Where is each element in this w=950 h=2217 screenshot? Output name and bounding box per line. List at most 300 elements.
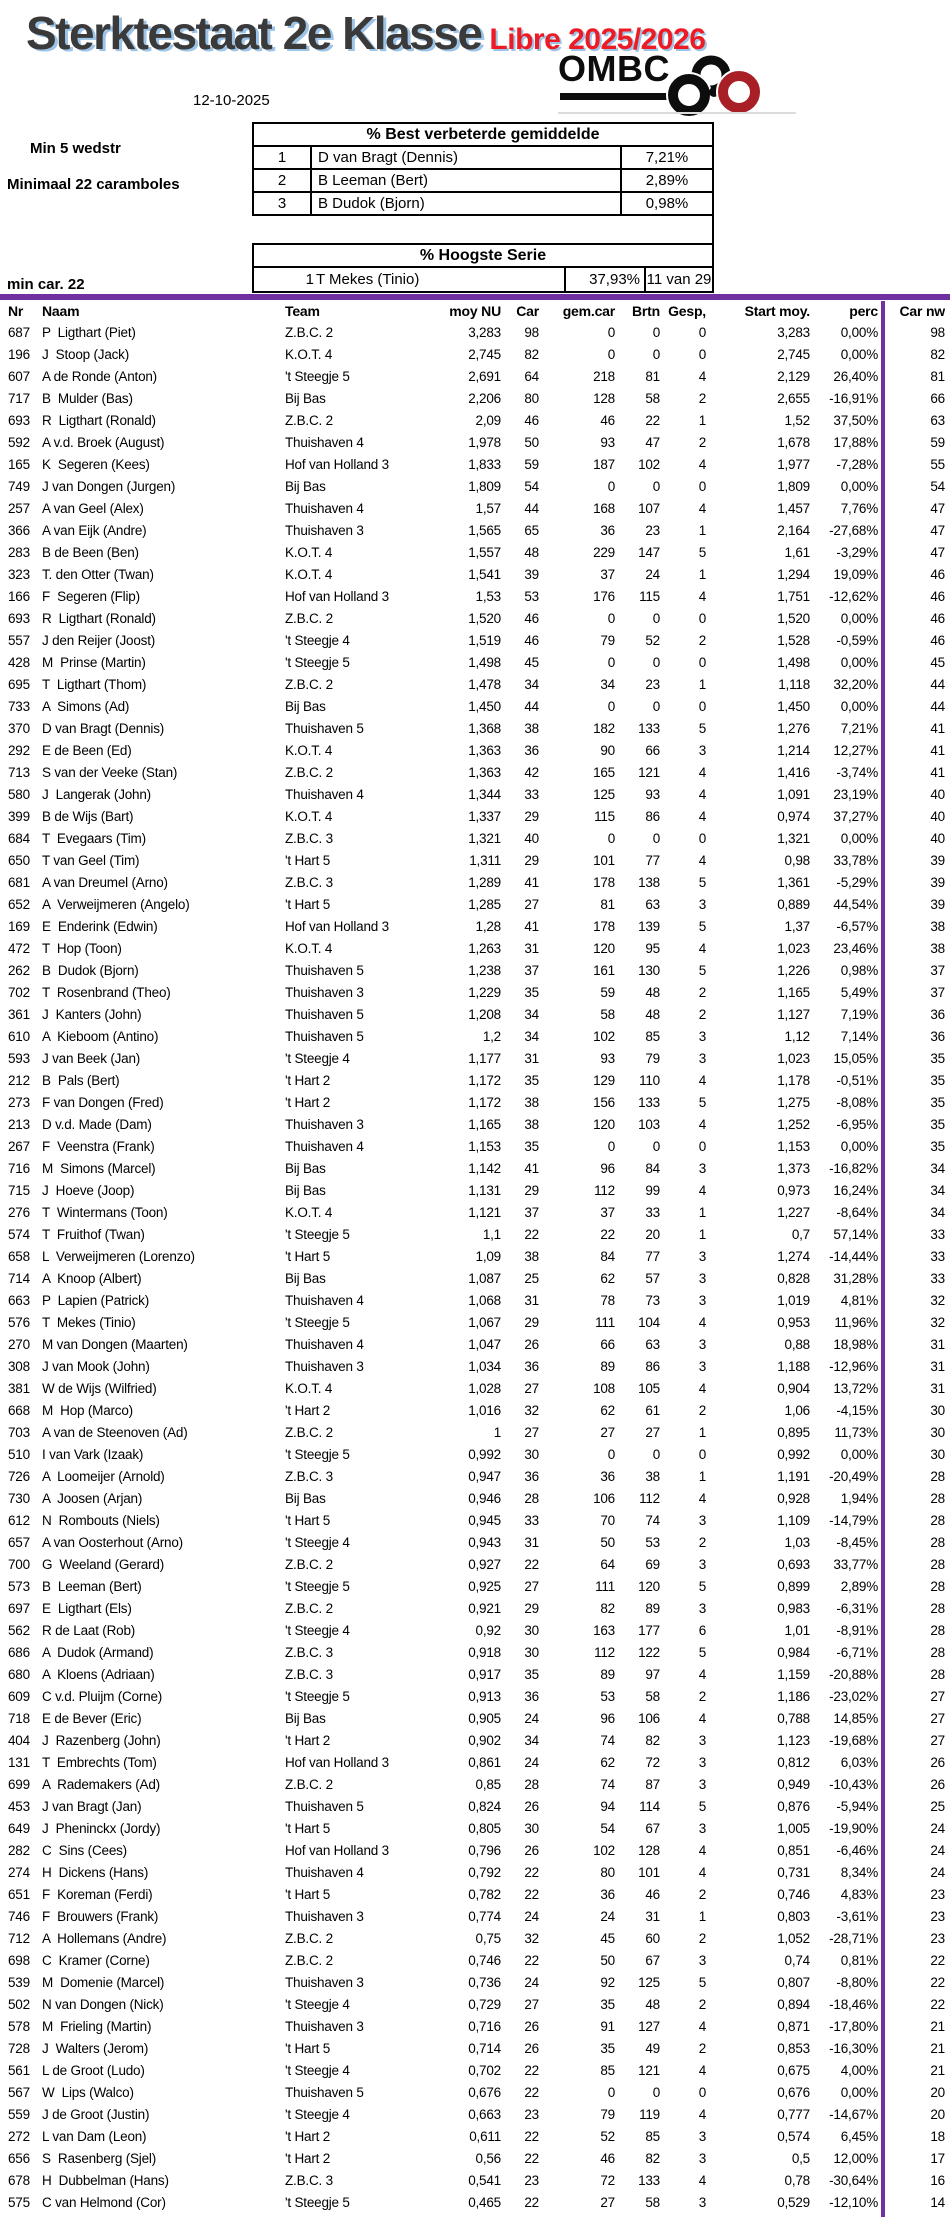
- cell-moy-nu: 1,809: [468, 479, 501, 494]
- cell-moy-nu: 1,028: [468, 1381, 501, 1396]
- cell-perc: 31,28%: [833, 1271, 878, 1286]
- cell-moy-nu: 2,09: [475, 413, 501, 428]
- cell-start-moy: 0,803: [777, 1909, 810, 1924]
- cell-gesp: 4: [698, 589, 706, 604]
- cell-nr: 684: [8, 831, 30, 846]
- cell-brtn: 85: [645, 2129, 660, 2144]
- cell-naam: J Walters (Jerom): [42, 2041, 149, 2056]
- cell-gesp: 4: [698, 1667, 706, 1682]
- cell-brtn: 57: [645, 1271, 660, 1286]
- cell-moy-nu: 0,714: [468, 2041, 501, 2056]
- cell-car-nw: 39: [930, 897, 945, 912]
- cell-naam: R Ligthart (Ronald): [42, 611, 156, 626]
- cell-naam: L Verweijmeren (Lorenzo): [42, 1249, 195, 1264]
- cell-gem-car: 218: [593, 369, 615, 384]
- cell-perc: -8,08%: [836, 1095, 878, 1110]
- cell-brtn: 53: [645, 1535, 660, 1550]
- cell-car: 33: [524, 787, 539, 802]
- table-row: [0, 1620, 950, 1642]
- cell-car: 32: [524, 1931, 539, 1946]
- cell-perc: -20,49%: [829, 1469, 878, 1484]
- cell-naam: M van Dongen (Maarten): [42, 1337, 188, 1352]
- cell-start-moy: 0,928: [777, 1491, 810, 1506]
- cell-nr: 680: [8, 1667, 30, 1682]
- table-row: [0, 1752, 950, 1774]
- cell-team: Thuishaven 3: [285, 1359, 364, 1374]
- table-row: [0, 586, 950, 608]
- table-row: [0, 960, 950, 982]
- highest-series-table: [252, 243, 714, 293]
- cell-team: 't Hart 2: [285, 1733, 331, 1748]
- table-row: [0, 674, 950, 696]
- cell-car-nw: 31: [930, 1337, 945, 1352]
- cell-car: 65: [524, 523, 539, 538]
- col-perc: perc: [849, 303, 878, 319]
- cell-moy-nu: 1,285: [468, 897, 501, 912]
- cell-car: 31: [524, 1293, 539, 1308]
- cell-moy-nu: 1,833: [468, 457, 501, 472]
- cell-moy-nu: 0,736: [468, 1975, 501, 1990]
- cell-team: Bij Bas: [285, 1491, 326, 1506]
- cell-moy-nu: 0,729: [468, 1997, 501, 2012]
- cell-perc: -14,79%: [829, 1513, 878, 1528]
- cell-team: Z.B.C. 3: [285, 1645, 333, 1660]
- table-row: [0, 1708, 950, 1730]
- table-row: [0, 1092, 950, 1114]
- highest-series-title: % Hoogste Serie: [419, 247, 547, 264]
- cell-team: Thuishaven 4: [285, 1865, 364, 1880]
- cell-gem-car: 96: [600, 1711, 615, 1726]
- cell-gesp: 4: [698, 1865, 706, 1880]
- cell-nr: 561: [8, 2063, 30, 2078]
- cell-gesp: 0: [698, 325, 706, 340]
- logo-underline-rule: [558, 112, 796, 114]
- cell-gesp: 4: [698, 1117, 706, 1132]
- cell-team: Thuishaven 5: [285, 721, 364, 736]
- cell-gem-car: 27: [600, 2195, 615, 2210]
- cell-moy-nu: 1,363: [468, 743, 501, 758]
- cell-perc: -12,10%: [829, 2195, 878, 2210]
- cell-gesp: 2: [698, 1997, 706, 2012]
- table-row: [0, 1576, 950, 1598]
- cell-car: 23: [524, 2173, 539, 2188]
- cell-team: Z.B.C. 2: [285, 765, 333, 780]
- cell-start-moy: 0,78: [784, 2173, 810, 2188]
- cell-start-moy: 1,153: [777, 1139, 810, 1154]
- cell-nr: 262: [8, 963, 30, 978]
- cell-naam: J Kanters (John): [42, 1007, 142, 1022]
- cell-start-moy: 1,159: [777, 1667, 810, 1682]
- cell-brtn: 79: [645, 1051, 660, 1066]
- cell-gem-car: 58: [600, 1007, 615, 1022]
- cell-nr: 592: [8, 435, 30, 450]
- cell-gem-car: 0: [607, 347, 615, 362]
- cell-brtn: 133: [638, 2173, 660, 2188]
- cell-nr: 657: [8, 1535, 30, 1550]
- cell-naam: N van Dongen (Nick): [42, 1997, 164, 2012]
- cell-naam: A Rademakers (Ad): [42, 1777, 160, 1792]
- cell-moy-nu: 0,676: [468, 2085, 501, 2100]
- cell-start-moy: 0,992: [777, 1447, 810, 1462]
- cell-gesp: 1: [698, 1227, 706, 1242]
- cell-perc: -8,80%: [836, 1975, 878, 1990]
- cell-naam: J de Groot (Justin): [42, 2107, 150, 2122]
- table-row: [0, 454, 950, 476]
- cell-naam: D v.d. Made (Dam): [42, 1117, 152, 1132]
- cell-gem-car: 78: [600, 1293, 615, 1308]
- cell-start-moy: 0,895: [777, 1425, 810, 1440]
- cell-perc: 44,54%: [833, 897, 878, 912]
- cell-car-nw: 20: [930, 2085, 945, 2100]
- cell-nr: 716: [8, 1161, 30, 1176]
- cell-gesp: 0: [698, 479, 706, 494]
- cell-brtn: 130: [638, 963, 660, 978]
- cell-team: K.O.T. 4: [285, 545, 333, 560]
- cell-brtn: 121: [638, 765, 660, 780]
- cell-car-nw: 40: [930, 787, 945, 802]
- cell-perc: -14,44%: [829, 1249, 878, 1264]
- cell-naam: M Simons (Marcel): [42, 1161, 156, 1176]
- cell-perc: 33,78%: [833, 853, 878, 868]
- rank-cell: 2: [254, 170, 312, 191]
- cell-car: 30: [524, 1623, 539, 1638]
- cell-team: Hof van Holland 3: [285, 589, 389, 604]
- table-row: [0, 2126, 950, 2148]
- cell-naam: T. den Otter (Twan): [42, 567, 154, 582]
- cell-naam: J den Reijer (Joost): [42, 633, 156, 648]
- cell-nr: 567: [8, 2085, 30, 2100]
- cell-car-nw: 35: [930, 1073, 945, 1088]
- cell-nr: 399: [8, 809, 30, 824]
- cell-gem-car: 64: [600, 1557, 615, 1572]
- cell-car-nw: 26: [930, 1777, 945, 1792]
- cell-brtn: 0: [652, 325, 660, 340]
- cell-car: 28: [524, 1777, 539, 1792]
- col-naam: Naam: [42, 303, 80, 319]
- cell-gesp: 2: [698, 2041, 706, 2056]
- cell-nr: 169: [8, 919, 30, 934]
- cell-car-nw: 40: [930, 831, 945, 846]
- cell-gem-car: 111: [595, 1315, 615, 1330]
- subtitle-text: Libre 2025/2026: [489, 23, 706, 56]
- cell-gesp: 4: [698, 1073, 706, 1088]
- table-row: [0, 1246, 950, 1268]
- cell-start-moy: 0,529: [777, 2195, 810, 2210]
- cell-gesp: 4: [698, 2107, 706, 2122]
- cell-car-nw: 26: [930, 1755, 945, 1770]
- cell-car-nw: 37: [930, 963, 945, 978]
- cell-gesp: 2: [698, 1931, 706, 1946]
- cell-gem-car: 0: [607, 325, 615, 340]
- cell-moy-nu: 1,1: [482, 1227, 501, 1242]
- cell-moy-nu: 1,520: [468, 611, 501, 626]
- cell-car-nw: 30: [930, 1403, 945, 1418]
- cell-nr: 270: [8, 1337, 30, 1352]
- cell-team: Thuishaven 4: [285, 787, 364, 802]
- cell-naam: A Verweijmeren (Angelo): [42, 897, 190, 912]
- cell-brtn: 48: [645, 1007, 660, 1022]
- cell-perc: 11,73%: [834, 1425, 878, 1440]
- cell-car-nw: 27: [930, 1711, 945, 1726]
- cell-gem-car: 35: [600, 2041, 615, 2056]
- table-row: [0, 1312, 950, 1334]
- cell-perc: 0,00%: [840, 2085, 878, 2100]
- table-row: [0, 1466, 950, 1488]
- cell-moy-nu: 1,208: [468, 1007, 501, 1022]
- cell-brtn: 177: [638, 1623, 660, 1638]
- cell-gesp: 3: [698, 1821, 706, 1836]
- cell-naam: F Veenstra (Frank): [42, 1139, 155, 1154]
- cell-car-nw: 31: [930, 1381, 945, 1396]
- cell-nr: 257: [8, 501, 30, 516]
- cell-gesp: 3: [698, 1337, 706, 1352]
- cell-team: Bij Bas: [285, 1271, 326, 1286]
- cell-moy-nu: 1,289: [468, 875, 501, 890]
- cell-team: K.O.T. 4: [285, 809, 333, 824]
- cell-brtn: 67: [645, 1821, 660, 1836]
- cell-brtn: 0: [652, 831, 660, 846]
- table-row: [0, 608, 950, 630]
- cell-start-moy: 0,828: [777, 1271, 810, 1286]
- cell-gesp: 5: [698, 963, 706, 978]
- cell-car-nw: 28: [930, 1601, 945, 1616]
- cell-moy-nu: 0,465: [468, 2195, 501, 2210]
- cell-car: 24: [524, 1755, 539, 1770]
- ombc-logo: [558, 50, 803, 118]
- cell-car: 37: [524, 963, 539, 978]
- table-connector-line: [712, 213, 714, 243]
- cell-brtn: 107: [638, 501, 660, 516]
- cell-gem-car: 176: [593, 589, 615, 604]
- cell-brtn: 86: [645, 809, 660, 824]
- cell-start-moy: 0,746: [777, 1887, 810, 1902]
- cell-car-nw: 46: [930, 633, 945, 648]
- cell-naam: M Frieling (Martin): [42, 2019, 152, 2034]
- cell-perc: -16,91%: [829, 391, 878, 406]
- cell-gesp: 2: [698, 1007, 706, 1022]
- cell-gesp: 3: [698, 1293, 706, 1308]
- cell-perc: -23,02%: [829, 1689, 878, 1704]
- cell-start-moy: 0,5: [791, 2151, 810, 2166]
- cell-moy-nu: 0,92: [475, 1623, 501, 1638]
- cell-car-nw: 66: [930, 391, 945, 406]
- cell-naam: N Rombouts (Niels): [42, 1513, 160, 1528]
- cell-gesp: 3: [698, 1249, 706, 1264]
- cell-gem-car: 81: [600, 897, 615, 912]
- cell-moy-nu: 1,229: [468, 985, 501, 1000]
- cell-team: Thuishaven 4: [285, 501, 364, 516]
- cell-nr: 502: [8, 1997, 30, 2012]
- cell-naam: A Dudok (Armand): [42, 1645, 154, 1660]
- col-team: Team: [285, 303, 320, 319]
- highest-series-rows: [254, 266, 712, 291]
- cell-gem-car: 24: [600, 1909, 615, 1924]
- cell-brtn: 23: [645, 523, 660, 538]
- cell-car: 27: [524, 897, 539, 912]
- cell-car-nw: 35: [930, 1051, 945, 1066]
- cell-team: 't Steegje 5: [285, 369, 350, 384]
- cell-car-nw: 63: [930, 413, 945, 428]
- cell-team: Z.B.C. 2: [285, 611, 333, 626]
- cell-brtn: 120: [638, 1579, 660, 1594]
- cell-naam: B de Been (Ben): [42, 545, 139, 560]
- cell-team: 't Steegje 4: [285, 2063, 350, 2078]
- cell-car-nw: 46: [930, 567, 945, 582]
- cell-naam: A van Eijk (Andre): [42, 523, 147, 538]
- cell-gesp: 1: [698, 567, 706, 582]
- cell-nr: 131: [8, 1755, 30, 1770]
- cell-start-moy: 1,61: [784, 545, 810, 560]
- best-improved-row: [254, 168, 712, 191]
- cell-gem-car: 178: [593, 875, 615, 890]
- standings-rows: [0, 322, 950, 2214]
- cell-naam: L de Groot (Ludo): [42, 2063, 145, 2078]
- cell-start-moy: 0,949: [777, 1777, 810, 1792]
- cell-perc: 32,20%: [833, 677, 878, 692]
- cell-brtn: 58: [645, 2195, 660, 2210]
- cell-naam: D van Bragt (Dennis): [42, 721, 165, 736]
- cell-gem-car: 82: [600, 1601, 615, 1616]
- cell-car: 32: [524, 1403, 539, 1418]
- cell-team: Z.B.C. 2: [285, 1777, 333, 1792]
- cell-gem-car: 178: [593, 919, 615, 934]
- cell-brtn: 86: [645, 1359, 660, 1374]
- cell-team: 't Steegje 5: [285, 1579, 350, 1594]
- cell-brtn: 128: [638, 1843, 660, 1858]
- cell-team: 't Steegje 5: [285, 1689, 350, 1704]
- cell-gesp: 1: [698, 1909, 706, 1924]
- cell-car-nw: 28: [930, 1645, 945, 1660]
- cell-gesp: 4: [698, 1183, 706, 1198]
- cell-start-moy: 1,275: [777, 1095, 810, 1110]
- cell-moy-nu: 0,792: [468, 1865, 501, 1880]
- cell-gem-car: 93: [600, 435, 615, 450]
- cell-perc: 0,00%: [840, 831, 878, 846]
- cell-moy-nu: 1,53: [475, 589, 501, 604]
- cell-naam: B Leeman (Bert): [42, 1579, 142, 1594]
- cell-car: 27: [524, 1425, 539, 1440]
- cell-team: Z.B.C. 2: [285, 1557, 333, 1572]
- cell-gesp: 0: [698, 347, 706, 362]
- cell-nr: 370: [8, 721, 30, 736]
- cell-gem-car: 163: [593, 1623, 615, 1638]
- cell-team: Bij Bas: [285, 1161, 326, 1176]
- cell-start-moy: 0,74: [784, 1953, 810, 1968]
- cell-start-moy: 1,373: [777, 1161, 810, 1176]
- cell-nr: 733: [8, 699, 30, 714]
- cell-naam: R de Laat (Rob): [42, 1623, 136, 1638]
- cell-brtn: 85: [645, 1029, 660, 1044]
- cell-team: 't Steegje 4: [285, 1623, 350, 1638]
- cell-gesp: 3: [698, 1953, 706, 1968]
- cell-perc: 1,94%: [840, 1491, 878, 1506]
- cell-car-nw: 20: [930, 2107, 945, 2122]
- cell-start-moy: 1,191: [777, 1469, 810, 1484]
- cell-naam: B Mulder (Bas): [42, 391, 133, 406]
- cell-naam: T Mekes (Tinio): [42, 1315, 136, 1330]
- cell-gesp: 4: [698, 501, 706, 516]
- cell-nr: 609: [8, 1689, 30, 1704]
- cell-gem-car: 120: [593, 1117, 615, 1132]
- cell-perc: 7,14%: [840, 1029, 878, 1044]
- cell-team: Thuishaven 5: [285, 1799, 364, 1814]
- cell-team: K.O.T. 4: [285, 347, 333, 362]
- cell-gem-car: 112: [594, 1645, 615, 1660]
- cell-gesp: 2: [698, 1689, 706, 1704]
- cell-gesp: 4: [698, 809, 706, 824]
- cell-moy-nu: 1,172: [468, 1095, 501, 1110]
- cell-team: Z.B.C. 3: [285, 875, 333, 890]
- cell-team: Z.B.C. 3: [285, 1667, 333, 1682]
- cell-perc: -5,94%: [836, 1799, 878, 1814]
- table-row: [0, 1686, 950, 1708]
- cell-car-nw: 28: [930, 1557, 945, 1572]
- cell-car: 38: [524, 721, 539, 736]
- cell-brtn: 0: [652, 479, 660, 494]
- cell-nr: 687: [8, 325, 30, 340]
- cell-start-moy: 1,226: [777, 963, 810, 978]
- cell-start-moy: 1,678: [777, 435, 810, 450]
- cell-start-moy: 1,01: [784, 1623, 810, 1638]
- cell-team: Thuishaven 3: [285, 985, 364, 1000]
- cell-nr: 695: [8, 677, 30, 692]
- cell-car-nw: 25: [930, 1799, 945, 1814]
- cell-brtn: 48: [645, 1997, 660, 2012]
- cell-moy-nu: 1,28: [475, 919, 501, 934]
- cell-gem-car: 54: [600, 1821, 615, 1836]
- cell-car: 26: [524, 1337, 539, 1352]
- cell-gem-car: 36: [600, 523, 615, 538]
- cell-gem-car: 34: [600, 677, 615, 692]
- cell-brtn: 133: [638, 721, 660, 736]
- cell-brtn: 27: [645, 1425, 660, 1440]
- cell-perc: -16,30%: [829, 2041, 878, 2056]
- cell-naam: C v.d. Pluijm (Corne): [42, 1689, 163, 1704]
- cell-car: 36: [524, 1359, 539, 1374]
- cell-start-moy: 0,853: [777, 2041, 810, 2056]
- table-row: [0, 740, 950, 762]
- best-improved-rows: [254, 145, 712, 214]
- cell-car-nw: 22: [930, 1997, 945, 2012]
- title-text: Sterktestaat 2e Klasse: [26, 7, 482, 59]
- cell-nr: 703: [8, 1425, 30, 1440]
- cell-moy-nu: 2,691: [468, 369, 501, 384]
- cell-car-nw: 27: [930, 1689, 945, 1704]
- cell-moy-nu: 1,321: [468, 831, 501, 846]
- cell-brtn: 93: [645, 787, 660, 802]
- cell-gem-car: 0: [607, 831, 615, 846]
- table-row: [0, 1070, 950, 1092]
- cell-brtn: 103: [638, 1117, 660, 1132]
- cell-gem-car: 46: [600, 2151, 615, 2166]
- cell-perc: -27,68%: [829, 523, 878, 538]
- table-row: [0, 1664, 950, 1686]
- cell-team: 't Hart 5: [285, 1887, 331, 1902]
- cell-perc: -14,67%: [829, 2107, 878, 2122]
- cell-brtn: 0: [652, 1447, 660, 1462]
- cell-gesp: 4: [698, 1491, 706, 1506]
- cell-car-nw: 24: [930, 1865, 945, 1880]
- cell-nr: 323: [8, 567, 30, 582]
- cell-brtn: 0: [652, 655, 660, 670]
- cell-team: K.O.T. 4: [285, 567, 333, 582]
- cell-gesp: 5: [698, 545, 706, 560]
- col-gesp: Gesp,: [668, 303, 706, 319]
- cell-team: 't Steegje 4: [285, 1997, 350, 2012]
- cell-nr: 652: [8, 897, 30, 912]
- cell-naam: E de Been (Ed): [42, 743, 132, 758]
- note-min-car: min car. 22: [7, 276, 85, 293]
